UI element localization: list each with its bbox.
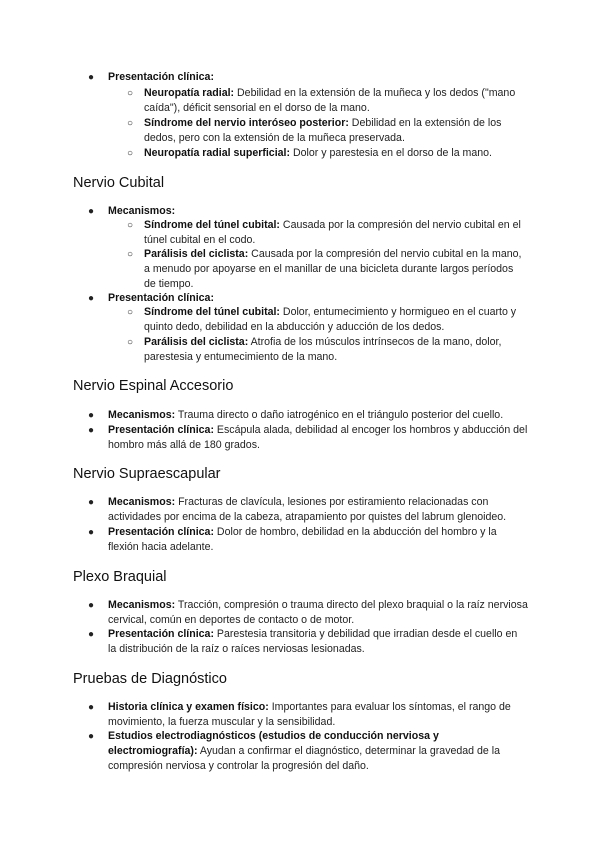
item-label: Mecanismos: <box>108 496 176 508</box>
list-item <box>88 700 528 730</box>
bullet-icon: ● <box>88 72 95 83</box>
item-label: Mecanismos: <box>108 205 176 217</box>
item-label: Presentación clínica: <box>108 628 214 640</box>
bullet-icon: ● <box>88 410 95 421</box>
item-label: Síndrome del nervio interóseo posterior: <box>144 117 349 129</box>
item-label: Estudios electrodiagnósticos (estudios de conducción nerviosa y electromiografía): <box>108 730 439 757</box>
bullet-icon: ● <box>88 206 95 217</box>
list-item <box>88 598 528 628</box>
item-label: Mecanismos: <box>108 599 176 611</box>
list-item <box>88 525 528 555</box>
item-text: Causada por la compresión del nervio cubital en la mano, a menudo por apoyarse en el manillar de una bicicleta durante largos períodos de tiempo. <box>144 248 522 290</box>
circle-bullet-icon: ○ <box>127 307 134 318</box>
list-item <box>127 86 526 116</box>
list-item <box>127 218 526 248</box>
item-label: Neuropatía radial: <box>144 87 235 99</box>
list-item <box>88 204 528 219</box>
item-label: Presentación clínica: <box>108 424 214 436</box>
list-item <box>127 335 526 365</box>
item-label: Presentación clínica: <box>108 292 214 304</box>
list-item <box>88 70 528 85</box>
circle-bullet-icon: ○ <box>127 337 134 348</box>
bullet-icon: ● <box>88 527 95 538</box>
item-text: Dolor de hombro, debilidad en la abducción del hombro y la flexión hacia adelante. <box>108 526 497 553</box>
item-label: Síndrome del túnel cubital: <box>144 306 280 318</box>
list-item <box>88 291 528 306</box>
item-text: Causada por la compresión del nervio cubital en el túnel cubital en el codo. <box>144 219 521 246</box>
section-heading: Nervio Espinal Accesorio <box>73 378 234 394</box>
circle-bullet-icon: ○ <box>127 249 134 260</box>
item-text: Trauma directo o daño iatrogénico en el triángulo posterior del cuello. <box>175 409 504 421</box>
list-item <box>127 247 526 292</box>
bullet-icon: ● <box>88 497 95 508</box>
section-heading: Pruebas de Diagnóstico <box>73 671 227 687</box>
item-label: Síndrome del túnel cubital: <box>144 219 280 231</box>
item-label: Parálisis del ciclista: <box>144 336 249 348</box>
item-text: Dolor y parestesia en el dorso de la mano. <box>290 147 492 159</box>
item-label: Parálisis del ciclista: <box>144 248 249 260</box>
item-label: Neuropatía radial superficial: <box>144 147 291 159</box>
item-text: Fracturas de clavícula, lesiones por estiramiento relacionadas con actividades por encima de la cabeza, atrapamiento por quistes del labrum glenoideo. <box>108 496 507 523</box>
bullet-icon: ● <box>88 702 95 713</box>
list-item <box>127 116 526 146</box>
circle-bullet-icon: ○ <box>127 148 134 159</box>
circle-bullet-icon: ○ <box>127 118 134 129</box>
circle-bullet-icon: ○ <box>127 220 134 231</box>
item-label: Historia clínica y examen físico: <box>108 701 269 713</box>
list-item <box>88 729 528 774</box>
item-text: Importantes para evaluar los síntomas, el rango de movimiento, la fuerza muscular y la sensibilidad. <box>108 701 511 728</box>
list-item <box>88 627 528 657</box>
circle-bullet-icon: ○ <box>127 88 134 99</box>
bullet-icon: ● <box>88 731 95 742</box>
bullet-icon: ● <box>88 293 95 304</box>
section-heading: Plexo Braquial <box>73 569 167 585</box>
bullet-icon: ● <box>88 425 95 436</box>
bullet-icon: ● <box>88 629 95 640</box>
item-text: Debilidad en la extensión de los dedos, pero con la extensión de la muñeca preservada. <box>144 117 502 144</box>
item-label: Presentación clínica: <box>108 71 214 83</box>
section-heading: Nervio Supraescapular <box>73 466 221 482</box>
bullet-icon: ● <box>88 600 95 611</box>
item-text: Debilidad en la extensión de la muñeca y los dedos ("mano caída"), déficit sensorial en el dorso de la mano. <box>144 87 516 114</box>
item-text: Atrofia de los músculos intrínsecos de la mano, dolor, parestesia y entumecimiento de la mano. <box>144 336 502 363</box>
list-item <box>127 305 526 335</box>
item-label: Presentación clínica: <box>108 526 214 538</box>
list-item <box>127 146 526 161</box>
item-text: Parestesia transitoria y debilidad que irradian desde el cuello en la distribución de la raíz o raíces nerviosas lesionadas. <box>108 628 518 655</box>
section-heading: Nervio Cubital <box>73 175 165 191</box>
item-text: Dolor, entumecimiento y hormigueo en el cuarto y quinto dedo, debilidad en la abducción y aducción de los dedos. <box>144 306 517 333</box>
list-item <box>88 423 528 453</box>
item-text: Tracción, compresión o trauma directo del plexo braquial o la raíz nerviosa cervical, común en deportes de contacto o de motor. <box>108 599 528 626</box>
item-text: Ayudan a confirmar el diagnóstico, determinar la gravedad de la compresión nerviosa y controlar la progresión del daño. <box>108 745 500 772</box>
list-item <box>88 495 528 525</box>
list-item <box>88 408 528 423</box>
item-text: Escápula alada, debilidad al encoger los hombros y abducción del hombro más allá de 180 grados. <box>108 424 528 451</box>
item-label: Mecanismos: <box>108 409 176 421</box>
